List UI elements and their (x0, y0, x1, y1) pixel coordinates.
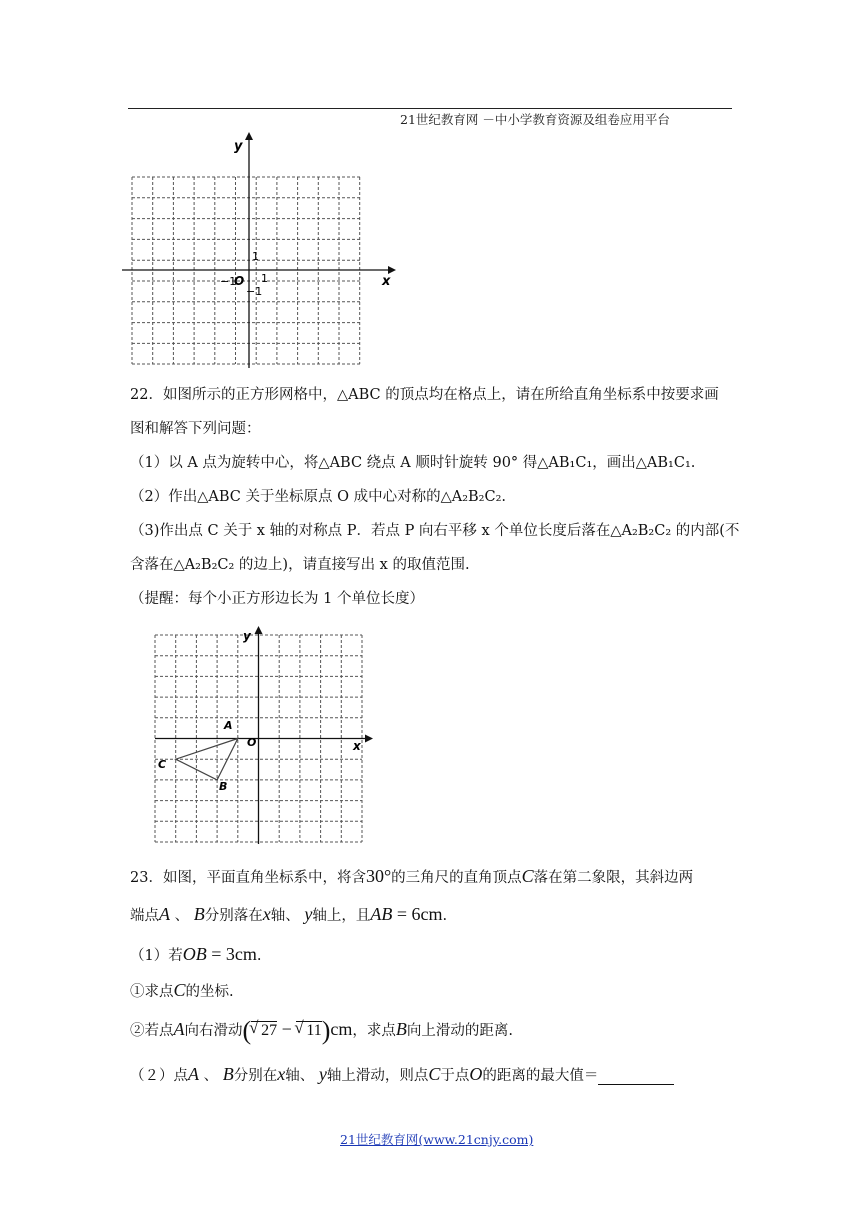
q23-line-2: 端点A 、 B分别落在x轴、 y轴上，且AB = 6cm. (130, 904, 448, 924)
figure-2-triangle-grid (140, 622, 380, 847)
figure-1-x-label: x (382, 274, 391, 289)
figure-1-y-neg-one: −1 (246, 285, 263, 298)
point-c-label: C (158, 758, 167, 771)
q23-part-1: （1）若OB = 3cm. (130, 944, 262, 964)
header-rule (128, 108, 732, 109)
figure-1-y-one: 1 (252, 250, 259, 263)
figure-1-y-label: y (234, 139, 243, 154)
q22-hint: （提醒：每个小正方形边长为 1 个单位长度） (130, 591, 424, 607)
q22-line-2: 图和解答下列问题： (130, 421, 261, 437)
figure-2-x-arrow (365, 735, 373, 743)
q23-sub-2: ②若点A向右滑动(√ 27 − √ 11)cm，求点B向上滑动的距离. (130, 1016, 513, 1046)
answer-blank[interactable] (598, 1070, 674, 1085)
figure-2-y-arrow (255, 626, 263, 634)
figure-2-x-label: x (353, 739, 361, 753)
q23-part-2: （２）点A 、 B分别在x轴、 y轴上滑动，则点C于点O的距离的最大值＝ (130, 1064, 674, 1085)
q22-part-2: （2）作出△ABC 关于坐标原点 O 成中心对称的△A₂B₂C₂. (130, 489, 507, 505)
figure-1-x-one: 1 (261, 272, 268, 285)
figure-1-x-arrow (388, 266, 396, 274)
q22-line-1: 22．如图所示的正方形网格中，△ABC 的顶点均在格点上，请在所给直角坐标系中按要求画 (130, 387, 719, 403)
figure-1-x-neg-one: −1 (220, 275, 237, 288)
figure-2-origin-label: O (247, 736, 257, 749)
figure-1-y-arrow (245, 132, 253, 140)
footer-link[interactable]: 21世纪教育网(www.21cnjy.com) (340, 1132, 534, 1147)
q22-part-1: （1）以 A 点为旋转中心，将△ABC 绕点 A 顺时针旋转 90° 得△AB₁C₁，画出△AB₁C₁. (130, 455, 696, 471)
q22-part-3-line-2: 含落在△A₂B₂C₂ 的边上)，请直接写出 x 的取值范围. (130, 557, 470, 573)
point-a-label: A (224, 719, 233, 732)
point-b-label: B (219, 780, 228, 793)
figure-1-origin-label: O (234, 274, 245, 288)
q23-sub-1: ①求点C的坐标. (130, 980, 234, 1000)
q23-line-1: 23．如图，平面直角坐标系中，将含30°的三角尺的直角顶点C落在第二象限，其斜边两 (130, 866, 694, 886)
page-header: 21世纪教育网 －中小学教育资源及组卷应用平台 (400, 112, 670, 127)
q22-part-3-line-1: （3)作出点 C 关于 x 轴的对称点 P．若点 P 向右平移 x 个单位长度后落在△A₂B₂C₂ 的内部(不 (130, 523, 740, 539)
figure-1-coordinate-grid (120, 130, 400, 370)
figure-2-y-label: y (243, 629, 251, 643)
